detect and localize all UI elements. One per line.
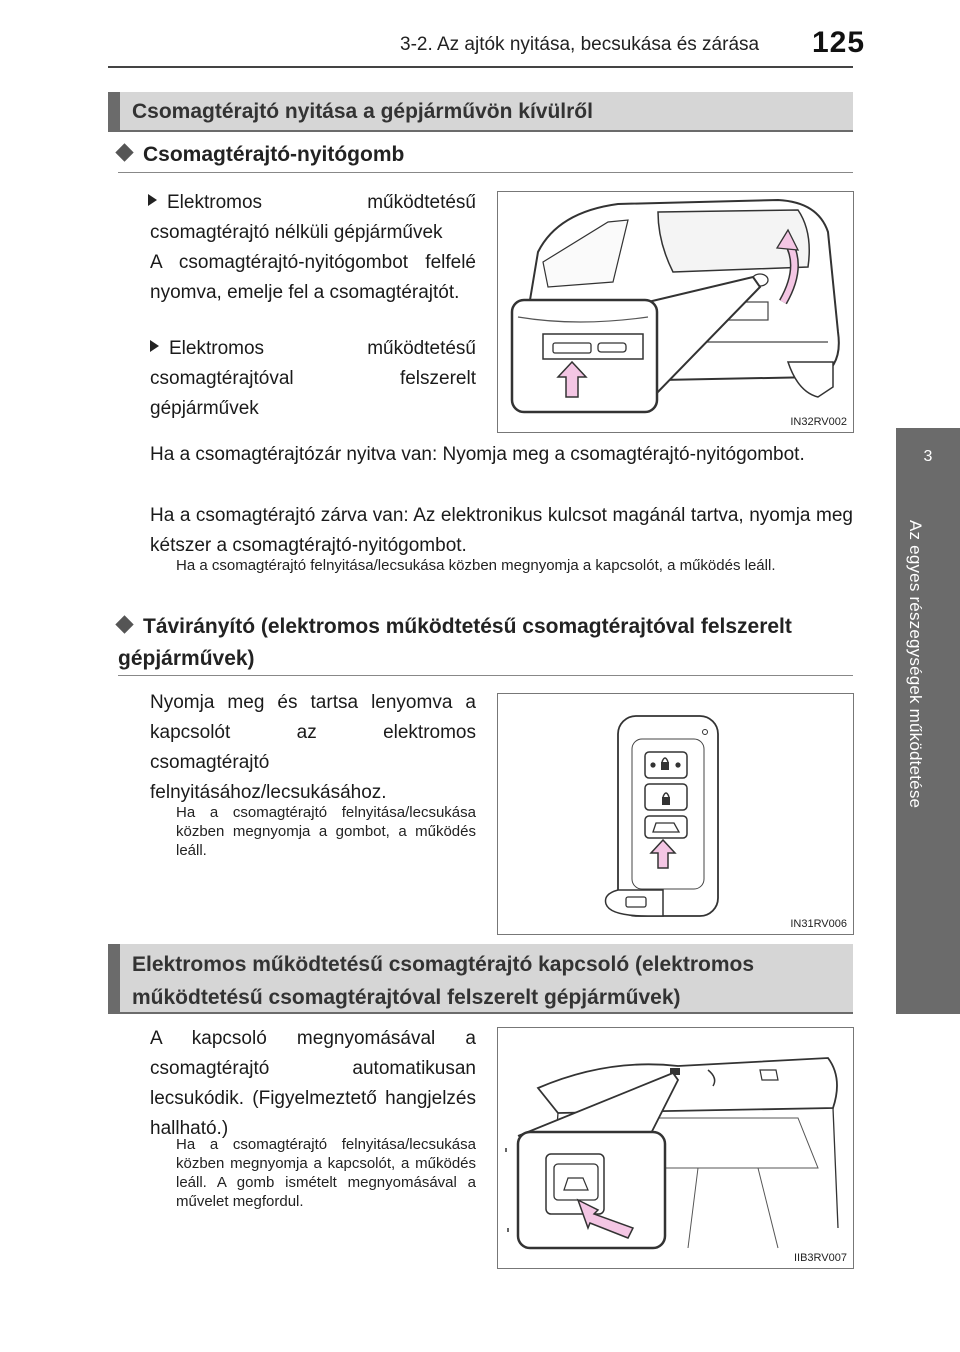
subsection-heading-2-text: Távirányító (elektromos működtetésű csomagtérajtóval felszerelt gépjárművek) <box>118 615 792 670</box>
figure-tailgate-switch <box>497 1027 854 1269</box>
bullet-item-2 <box>150 334 476 424</box>
figure-key-fob <box>497 693 854 935</box>
figure-code: IIB3RV007 <box>793 1252 847 1264</box>
subsection-divider <box>118 172 853 173</box>
note-stop-3: Ha a csomagtérajtó felnyitása/lecsukása közben megnyomja a kapcsolót, a működés leáll. A gomb ismételt megnyomásával a művelet megfordul. <box>176 1136 476 1210</box>
paragraph-unlocked: Ha a csomagtérajtózár nyitva van: Nyomja meg a csomagtérajtó-nyitógombot. <box>150 444 805 465</box>
diamond-icon <box>115 615 133 633</box>
chapter-number: 3 <box>923 448 933 465</box>
note-stop-1: Ha a csomagtérajtó felnyitása/lecsukása közben megnyomja a kapcsolót, a működés leáll. <box>176 557 776 574</box>
tailgate-illustration <box>498 1028 853 1268</box>
triangle-bullet-icon <box>148 194 157 206</box>
figure-code: IN31RV006 <box>790 918 847 930</box>
figure-car-rear <box>497 191 854 433</box>
subsection-divider <box>118 675 853 676</box>
subsection-heading-1-text: Csomagtérajtó-nyitógomb <box>143 143 405 166</box>
car-rear-illustration <box>498 192 853 432</box>
subsection-heading-1 <box>118 143 404 167</box>
paragraph-remote: Nyomja meg és tartsa lenyomva a kapcsolót az elektromos csomagtérajtó felnyitásához/lecsukásához. <box>150 692 476 803</box>
bullet-item-1-text: Elektromos működtetésű csomagtérajtó nélküli gépjárművek <box>150 192 476 243</box>
running-header: 3-2. Az ajtók nyitása, becsukása és zárása <box>400 34 760 55</box>
paragraph-push-up: A csomagtérajtó-nyitógombot felfelé nyomva, emelje fel a csomagtérajtót. <box>150 252 476 303</box>
chapter-title: Az egyes részegységek működtetése <box>906 520 925 809</box>
paragraph-switch: A kapcsoló megnyomásával a csomagtérajtó automatikusan lecsukódik. (Figyelmeztető hangjelzés hallható.) <box>150 1028 476 1139</box>
subsection-heading-2 <box>118 611 853 675</box>
key-fob-illustration <box>498 694 853 934</box>
paragraph-locked: Ha a csomagtérajtó zárva van: Az elektronikus kulcsot magánál tartva, nyomja meg kétszer a csomagtérajtó-nyitógombot. <box>150 505 853 556</box>
section-heading-2: Elektromos működtetésű csomagtérajtó kapcsoló (elektromos működtetésű csomagtérajtóval felszerelt gépjárművek) <box>108 944 853 1014</box>
triangle-bullet-icon <box>150 340 159 352</box>
section-heading-1: Csomagtérajtó nyitása a gépjárművön kívülről <box>108 92 853 132</box>
diamond-icon <box>115 143 133 161</box>
header-divider <box>108 66 853 68</box>
bullet-item-2-text: Elektromos működtetésű csomagtérajtóval felszerelt gépjárművek <box>150 338 476 419</box>
page-number: 125 <box>812 26 866 59</box>
note-stop-2: Ha a csomagtérajtó felnyitása/lecsukása közben megnyomja a gombot, a működés leáll. <box>176 804 476 859</box>
bullet-item-1 <box>150 188 476 248</box>
figure-code: IN32RV002 <box>790 416 847 428</box>
